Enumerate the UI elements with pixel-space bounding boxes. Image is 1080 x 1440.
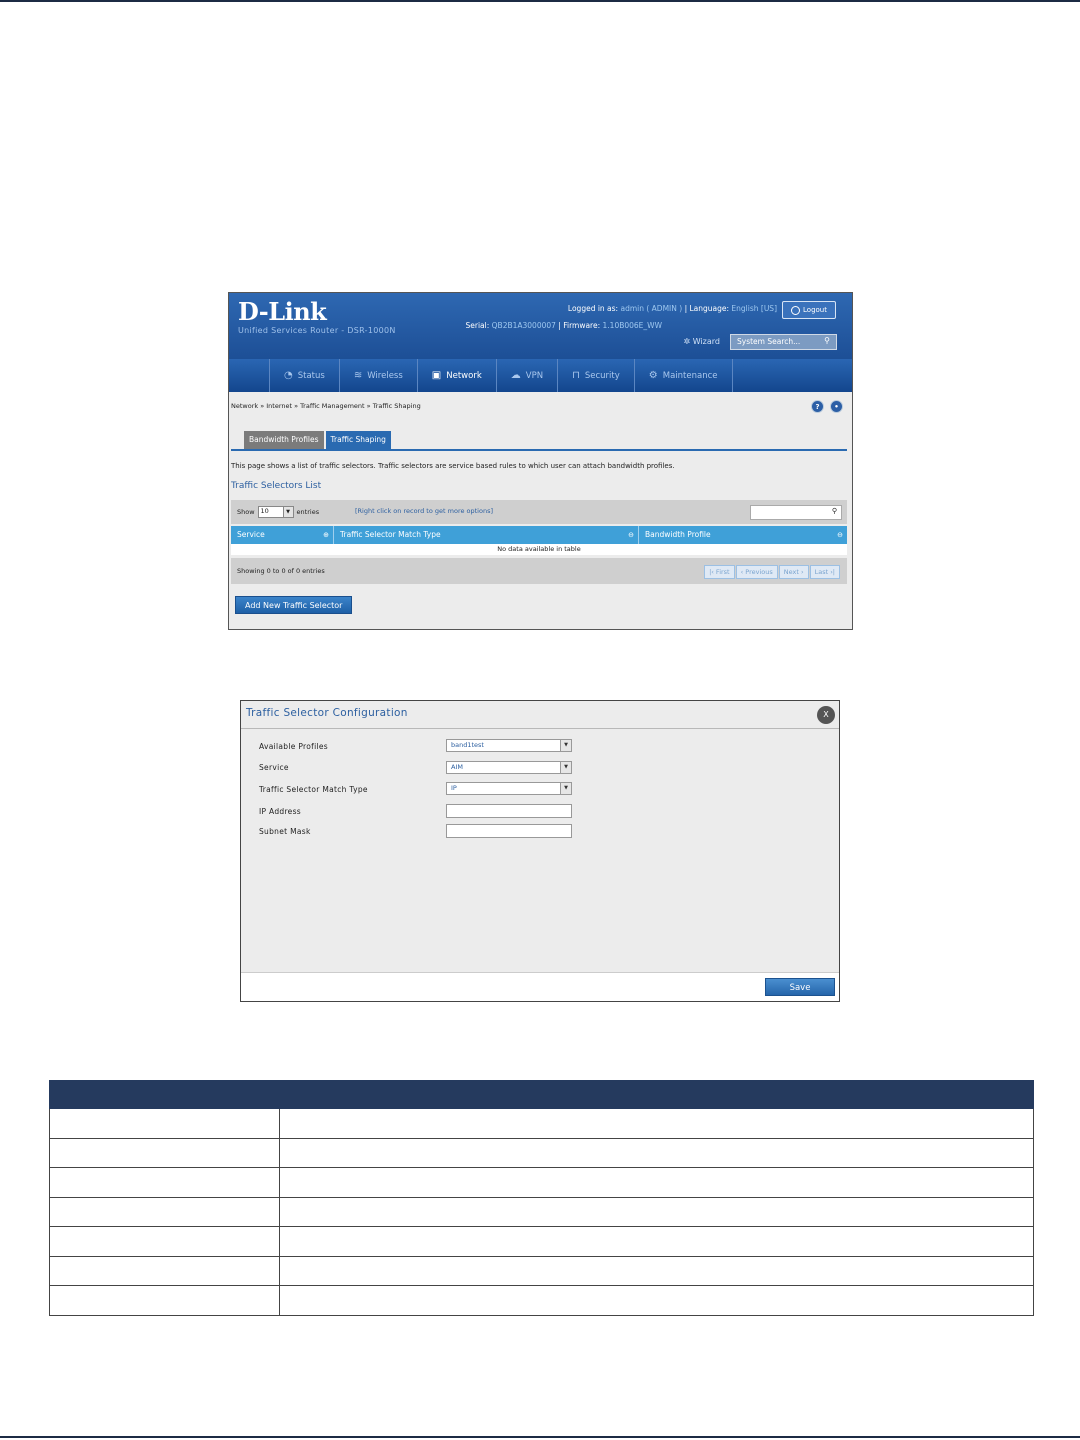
service-label: Service: [259, 763, 289, 772]
main-nav: [229, 359, 852, 392]
sort-icon: ⊖: [837, 531, 843, 539]
page-description: This page shows a list of traffic selectors. Traffic selectors are service based rules to which user can attach bandwidth profiles.: [231, 462, 675, 470]
nav-network[interactable]: ▣ Network: [417, 359, 496, 392]
lock-icon: ⊓: [572, 370, 580, 381]
available-profiles-label: Available Profiles: [259, 742, 328, 751]
table-controls: [231, 500, 847, 524]
table-cell: [280, 1138, 1034, 1168]
column-bandwidth-profile[interactable]: Bandwidth Profile ⊖: [639, 526, 847, 544]
pagination: [704, 565, 840, 579]
chevron-down-icon: ▼: [560, 762, 571, 773]
column-match-type[interactable]: Traffic Selector Match Type ⊖: [334, 526, 639, 544]
header-cell: [280, 1081, 1034, 1109]
tab-traffic-shaping[interactable]: Traffic Shaping: [326, 431, 391, 449]
wizard-link[interactable]: ✲ Wizard: [683, 337, 720, 346]
subnet-mask-field[interactable]: [446, 824, 572, 838]
traffic-shaping-screenshot: [228, 292, 853, 630]
table-cell: [280, 1256, 1034, 1286]
table-cell: [280, 1168, 1034, 1198]
table-row: [50, 1168, 1034, 1198]
page-body: [229, 392, 852, 629]
right-click-hint: [Right click on record to get more options]: [355, 507, 494, 515]
table-cell: [50, 1256, 280, 1286]
table-cell: [280, 1197, 1034, 1227]
table-row: [50, 1227, 1034, 1257]
showing-count: Showing 0 to 0 of 0 entries: [237, 567, 325, 575]
table-cell: [50, 1138, 280, 1168]
tab-bar: [244, 431, 391, 449]
table-cell: [50, 1197, 280, 1227]
table-row: [50, 1109, 1034, 1139]
table-cell: [50, 1168, 280, 1198]
empty-table-message: No data available in table: [231, 544, 847, 555]
device-info: Serial: QB2B1A3000007 | Firmware: 1.10B006E_WW: [465, 321, 662, 330]
monitor-icon: ▣: [431, 370, 442, 381]
router-header: [229, 293, 852, 359]
bottom-rule: [0, 1436, 1080, 1438]
chevron-down-icon: ▼: [560, 783, 571, 794]
service-select[interactable]: AIM ▼: [446, 761, 572, 774]
nav-maintenance[interactable]: ⚙ Maintenance: [634, 359, 733, 392]
match-type-select[interactable]: IP ▼: [446, 782, 572, 795]
previous-page-button[interactable]: ‹ Previous: [736, 565, 778, 579]
gear-icon: ⚙: [648, 370, 658, 381]
system-search-input[interactable]: System Search... ⚲: [730, 334, 837, 350]
chevron-down-icon: ▼: [560, 740, 571, 751]
match-type-label: Traffic Selector Match Type: [259, 785, 368, 794]
save-button[interactable]: Save: [765, 978, 835, 996]
help-icon[interactable]: ?: [811, 400, 824, 413]
ip-address-label: IP Address: [259, 807, 301, 816]
help-buttons: [811, 400, 843, 413]
chevron-down-icon: ▼: [283, 507, 293, 517]
table-row: [50, 1286, 1034, 1316]
subnet-mask-label: Subnet Mask: [259, 827, 311, 836]
tab-bandwidth-profiles[interactable]: Bandwidth Profiles: [244, 431, 324, 449]
dlink-logo: D-Link: [238, 297, 327, 326]
table-header-row: [50, 1081, 1034, 1109]
table-row: [50, 1256, 1034, 1286]
traffic-selector-dialog: [240, 700, 840, 1002]
table-cell: [50, 1227, 280, 1257]
last-page-button[interactable]: Last ›|: [810, 565, 840, 579]
table-search-input[interactable]: [750, 505, 842, 520]
language-link[interactable]: English [US]: [731, 304, 777, 313]
nav-vpn[interactable]: ☁ VPN: [496, 359, 557, 392]
breadcrumb: Network » Internet » Traffic Management » Traffic Shaping: [231, 402, 421, 410]
wifi-icon: ≋: [353, 370, 363, 381]
nav-wireless[interactable]: ≋ Wireless: [339, 359, 417, 392]
nav-status[interactable]: ◔ Status: [269, 359, 339, 392]
login-info: Logged in as: admin ( ADMIN ) | Language: English [US]: [567, 304, 777, 313]
available-profiles-select[interactable]: band1test ▼: [446, 739, 572, 752]
nav-security[interactable]: ⊓ Security: [557, 359, 634, 392]
table-footer: [231, 558, 847, 584]
dialog-footer: [241, 972, 839, 1001]
table-row: [50, 1138, 1034, 1168]
table-header: [231, 526, 847, 544]
list-title: Traffic Selectors List: [231, 481, 322, 491]
table-cell: [50, 1109, 280, 1139]
tab-underline: [231, 449, 847, 451]
dialog-title: Traffic Selector Configuration: [246, 707, 408, 719]
sort-icon: ⊕: [323, 531, 329, 539]
close-button[interactable]: X: [817, 706, 835, 724]
product-name: Unified Services Router - DSR-1000N: [238, 326, 396, 335]
info-icon[interactable]: •: [830, 400, 843, 413]
search-icon: ⚲: [824, 336, 830, 345]
search-icon: ⚲: [831, 507, 837, 515]
table-row: [50, 1197, 1034, 1227]
wand-icon: ✲: [683, 337, 691, 346]
table-cell: [50, 1286, 280, 1316]
header-cell: [50, 1081, 280, 1109]
first-page-button[interactable]: |‹ First: [704, 565, 735, 579]
table-cell: [280, 1227, 1034, 1257]
dialog-divider: [241, 728, 839, 729]
power-icon: [791, 306, 800, 315]
sort-icon: ⊖: [628, 531, 634, 539]
top-rule: [0, 0, 1080, 2]
table-cell: [280, 1109, 1034, 1139]
entries-select[interactable]: 10 ▼: [258, 506, 294, 518]
logout-button[interactable]: Logout: [782, 301, 836, 319]
table-cell: [280, 1286, 1034, 1316]
show-entries: Show 10 ▼ entries: [237, 507, 320, 516]
column-service[interactable]: Service ⊕: [231, 526, 334, 544]
field-table: [49, 1080, 1034, 1316]
next-page-button[interactable]: Next ›: [779, 565, 809, 579]
cloud-icon: ☁: [510, 370, 521, 381]
ip-address-field[interactable]: [446, 804, 572, 818]
dashboard-icon: ◔: [284, 370, 293, 381]
add-traffic-selector-button[interactable]: Add New Traffic Selector: [235, 596, 352, 614]
